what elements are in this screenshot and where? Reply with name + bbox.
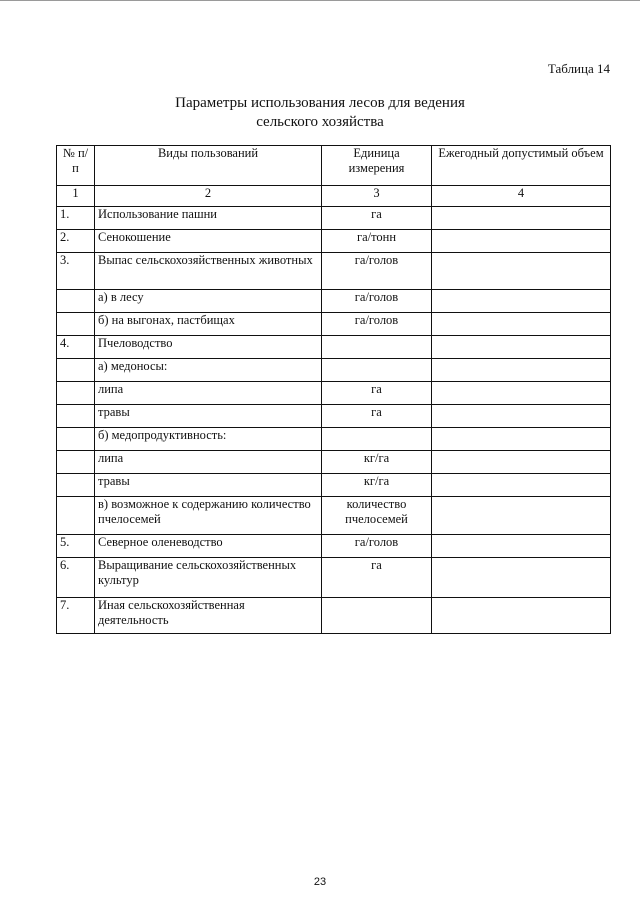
unit-cell <box>322 598 432 634</box>
annual-volume-cell <box>432 497 611 535</box>
header-cell-unit: Единица измерения <box>322 146 432 186</box>
column-number-cell: 4 <box>432 186 611 207</box>
annual-volume-cell <box>432 535 611 558</box>
usage-type-cell: Выращивание сельскохозяйственных культур <box>95 558 322 598</box>
row-number-cell <box>57 428 95 451</box>
unit-cell: га/голов <box>322 290 432 313</box>
annual-volume-cell <box>432 382 611 405</box>
unit-cell <box>322 428 432 451</box>
row-number-cell <box>57 382 95 405</box>
table-row <box>57 451 611 474</box>
row-number-cell <box>57 474 95 497</box>
row-number-cell <box>57 290 95 313</box>
usage-type-cell: б) медопродуктивность: <box>95 428 322 451</box>
unit-cell: га <box>322 207 432 230</box>
usage-type-cell: липа <box>95 451 322 474</box>
usage-type-cell: Использование пашни <box>95 207 322 230</box>
table-row <box>57 558 611 598</box>
row-number-cell: 4. <box>57 336 95 359</box>
scan-top-edge <box>0 0 640 1</box>
usage-type-cell: в) возможное к содержанию количество пчелосемей <box>95 497 322 535</box>
table-row <box>57 359 611 382</box>
usage-type-cell: Иная сельскохозяйственная деятельность <box>95 598 322 634</box>
annual-volume-cell <box>432 207 611 230</box>
row-number-cell <box>57 313 95 336</box>
table-row <box>57 336 611 359</box>
usage-type-cell: Северное оленеводство <box>95 535 322 558</box>
usage-type-cell: травы <box>95 474 322 497</box>
table-row <box>57 405 611 428</box>
table-row <box>57 428 611 451</box>
column-number-cell: 2 <box>95 186 322 207</box>
unit-cell: га <box>322 382 432 405</box>
header-row <box>57 146 611 186</box>
header-cell-annual-volume: Ежегодный допустимый объем <box>432 146 611 186</box>
unit-cell: количество пчелосемей <box>322 497 432 535</box>
table-title-line-1: Параметры использования лесов для ведения <box>175 95 465 111</box>
unit-cell <box>322 359 432 382</box>
row-number-cell: 1. <box>57 207 95 230</box>
column-number-row <box>57 186 611 207</box>
table-row <box>57 535 611 558</box>
unit-cell: га/тонн <box>322 230 432 253</box>
unit-cell: га/голов <box>322 253 432 290</box>
usage-type-cell: а) в лесу <box>95 290 322 313</box>
row-number-cell <box>57 359 95 382</box>
row-number-cell <box>57 405 95 428</box>
table-row <box>57 290 611 313</box>
annual-volume-cell <box>432 474 611 497</box>
usage-type-cell: липа <box>95 382 322 405</box>
usage-type-cell: Выпас сельскохозяйственных животных <box>95 253 322 290</box>
table-row <box>57 598 611 634</box>
table-row <box>57 253 611 290</box>
header-cell-number: № п/п <box>57 146 95 186</box>
table-row <box>57 474 611 497</box>
row-number-cell: 6. <box>57 558 95 598</box>
page-number: 23 <box>313 876 327 888</box>
annual-volume-cell <box>432 405 611 428</box>
annual-volume-cell <box>432 313 611 336</box>
unit-cell: га <box>322 558 432 598</box>
header-cell-usage-type: Виды пользований <box>95 146 322 186</box>
usage-type-cell: Сенокошение <box>95 230 322 253</box>
row-number-cell: 2. <box>57 230 95 253</box>
unit-cell: кг/га <box>322 474 432 497</box>
annual-volume-cell <box>432 290 611 313</box>
row-number-cell: 5. <box>57 535 95 558</box>
usage-type-cell: а) медоносы: <box>95 359 322 382</box>
annual-volume-cell <box>432 558 611 598</box>
table-row <box>57 497 611 535</box>
annual-volume-cell <box>432 451 611 474</box>
column-number-cell: 1 <box>57 186 95 207</box>
table-row <box>57 313 611 336</box>
unit-cell <box>322 336 432 359</box>
forest-usage-table <box>56 145 611 634</box>
row-number-cell: 7. <box>57 598 95 634</box>
annual-volume-cell <box>432 359 611 382</box>
unit-cell: га/голов <box>322 313 432 336</box>
annual-volume-cell <box>432 230 611 253</box>
column-number-cell: 3 <box>322 186 432 207</box>
annual-volume-cell <box>432 336 611 359</box>
usage-type-cell: травы <box>95 405 322 428</box>
annual-volume-cell <box>432 598 611 634</box>
usage-type-cell: Пчеловодство <box>95 336 322 359</box>
usage-type-cell: б) на выгонах, пастбищах <box>95 313 322 336</box>
table-title-line-2: сельского хозяйства <box>256 114 384 130</box>
row-number-cell <box>57 497 95 535</box>
row-number-cell: 3. <box>57 253 95 290</box>
table-row <box>57 230 611 253</box>
table-row <box>57 382 611 405</box>
table-number: Таблица 14 <box>547 61 610 76</box>
annual-volume-cell <box>432 428 611 451</box>
unit-cell: га <box>322 405 432 428</box>
row-number-cell <box>57 451 95 474</box>
unit-cell: кг/га <box>322 451 432 474</box>
table-row <box>57 207 611 230</box>
unit-cell: га/голов <box>322 535 432 558</box>
annual-volume-cell <box>432 253 611 290</box>
